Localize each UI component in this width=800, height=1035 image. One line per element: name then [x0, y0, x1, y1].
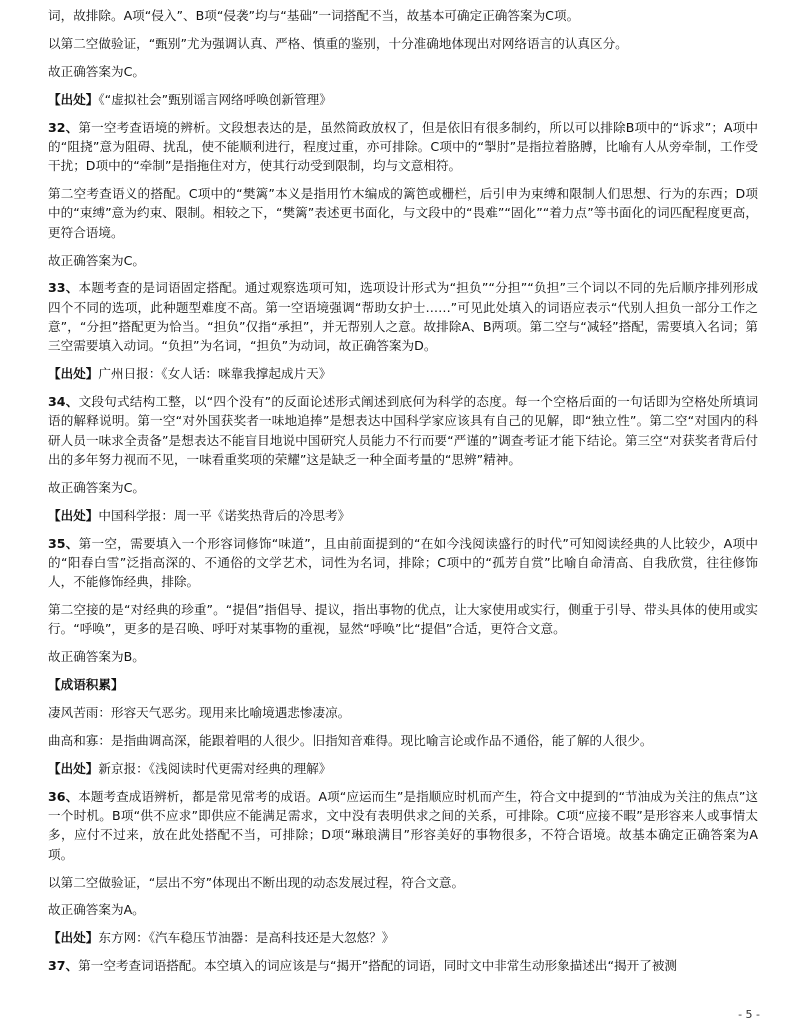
paragraph-text: 故正确答案为C。: [48, 479, 145, 495]
source-line: [48, 928, 758, 947]
paragraph-text: 故正确答案为C。: [48, 63, 145, 79]
question-35: [48, 534, 758, 592]
paragraph-text: 第二空接的是“对经典的珍重”。“提倡”指倡导、提议，指出事物的优点，让大家使用或实行，侧重于引导、带头具体的使用或实行。“呼唤”，更多的是召唤、呼吁对某事物的重视，显然“呼唤”比“提倡”合适，更符合文意。: [48, 602, 758, 637]
paragraph-text: 第二空考查语义的搭配。C项中的“樊篱”本义是指用竹木编成的篱笆或栅栏，后引申为束缚和限制人们思想、行为的东西；D项中的“束缚”意为约束、限制。相较之下，“樊篱”表述更书面化，与文段中的“畏难”“固化”“着力点”等书面化的词匹配程度更高，更符合语境。: [48, 186, 758, 240]
paragraph-text: 故正确答案为C。: [48, 252, 145, 268]
paragraph-text: 文段句式结构工整，以“四个没有”的反面论述形式阐述到底何为科学的态度。每一个空格后面的一句话即为空格处所填词语的解释说明。第一空“对外国获奖者一味地追捧”是想表达中国科学家应该具有自己的见解，即“独立性”。第二空“对国内的科研人员一味求全责备”是想表达不能盲目地说中国研究人员能力不行而要“严谨的”调查考证才能下结论。第三空“对获奖者背后付出的多年努力视而不见，一味看重奖项的荣耀”这是缺乏一种全面考量的“思辨”精神。: [48, 394, 758, 467]
question-32: [48, 118, 758, 176]
paragraph: [48, 251, 758, 270]
paragraph-text: 本题考查的是词语固定搭配。通过观察选项可知，选项设计形式为“担负”“分担”“负担”三个词以不同的先后顺序排列形成四个不同的选项，此种题型难度不高。第一空语境强调“帮助女护士……”可见此处填入的词语应表示“代别人担负一部分工作之意”，“分担”搭配更为恰当。“担负”仅指“承担”，并无帮别人之意。故排除A、B两项。第二空与“减轻”搭配，需要填入名词；第三空需要填入动词。“负担”为名词，“担负”为动词，故正确答案为D。: [48, 280, 758, 354]
question-number: 35、: [48, 535, 79, 551]
paragraph: [48, 62, 758, 81]
paragraph-text: 第一空考查词语搭配。本空填入的词应该是与“揭开”搭配的词语，同时文中非常生动形象描述出“揭开了被测: [78, 958, 678, 974]
idiom-heading-label: 【成语积累】: [48, 677, 124, 693]
paragraph-text: 以第二空做验证，“层出不穷”体现出不断出现的动态发展过程，符合文意。: [48, 874, 465, 890]
paragraph-text: 词，故排除。A项“侵入”、B项“侵袭”均与“基础”一词搭配不当，故基本可确定正确答案为C项。: [48, 8, 580, 23]
question-36: [48, 787, 758, 864]
question-number: 37、: [48, 958, 79, 974]
paragraph: [48, 478, 758, 497]
source-line: [48, 506, 758, 525]
source-text: 中国科学报：周一平《诺奖热背后的冷思考》: [98, 507, 351, 523]
paragraph: [48, 6, 758, 25]
source-label: 【出处】: [48, 930, 99, 946]
question-34: [48, 392, 758, 469]
idiom-entry: [48, 731, 758, 750]
source-line: [48, 90, 758, 109]
paragraph-text: 曲高和寡：是指曲调高深，能跟着唱的人很少。旧指知音难得。现比喻言论或作品不通俗，能了解的人很少。: [48, 733, 653, 748]
question-number: 36、: [48, 788, 79, 804]
paragraph-text: 以第二空做验证，“甄别”尤为强调认真、严格、慎重的鉴别，十分准确地体现出对网络语言的认真区分。: [48, 35, 628, 51]
paragraph-text: 本题考查成语辨析，都是常见常考的成语。A项“应运而生”是指顺应时机而产生，符合文中提到的“节油成为关注的焦点”这一个时机。B项“供不应求”即供应不能满足需求，文中没有表明供求之间的关系，可排除。C项“应接不暇”是形容来人或事情太多，应付不过来，放在此处搭配不当，可排除；D项“琳琅满目”形容美好的事物很多，不符合语境。故基本确定正确答案为A项。: [48, 788, 759, 862]
question-number: 34、: [48, 394, 79, 410]
paragraph: [48, 873, 758, 892]
paragraph-text: 第一空考查语境的辨析。文段想表达的是，虽然简政放权了，但是依旧有很多制约，所以可以排除B项中的“诉求”；A项中的“阻挠”意为阻碍、扰乱，使不能顺利进行，程度过重，亦可排除。C项中的“掣肘”是指拉着胳膊，比喻有人从旁牵制，工作受干扰；D项中的“牵制”是指拖住对方，使其行动受到限制，均与文意相符。: [48, 119, 758, 174]
idiom-entry: [48, 703, 758, 722]
paragraph: [48, 600, 758, 639]
paragraph-text: 故正确答案为B。: [48, 649, 145, 665]
paragraph: [48, 900, 758, 919]
source-label: 【出处】: [48, 760, 99, 776]
page-number: - 5 -: [738, 1008, 760, 1021]
source-label: 【出处】: [48, 91, 99, 107]
source-label: 【出处】: [48, 507, 99, 523]
source-text: 新京报：《浅阅读时代更需对经典的理解》: [98, 760, 332, 776]
question-number: 33、: [48, 280, 79, 296]
source-line: [48, 364, 758, 383]
source-text: 广州日报：《女人话：咪靠我撑起成片天》: [98, 366, 332, 382]
source-label: 【出处】: [48, 366, 99, 382]
paragraph-text: 故正确答案为A。: [48, 902, 145, 918]
idiom-heading: [48, 675, 758, 694]
paragraph: [48, 34, 758, 53]
paragraph-text: 凄风苦雨：形容天气恶劣。现用来比喻境遇悲惨凄凉。: [48, 705, 351, 721]
paragraph: [48, 647, 758, 666]
source-text: 《“虚拟社会”甄别谣言网络呼唤创新管理》: [98, 91, 332, 107]
paragraph: [48, 184, 758, 242]
document-page: [48, 6, 758, 984]
question-37: [48, 956, 758, 975]
question-number: 32、: [48, 119, 79, 135]
source-text: 东方网：《汽车稳压节油器：是高科技还是大忽悠？》: [98, 930, 395, 946]
source-line: [48, 759, 758, 778]
question-33: [48, 278, 758, 355]
paragraph-text: 第一空，需要填入一个形容词修饰“味道”，且由前面提到的“在如今浅阅读盛行的时代”可知阅读经典的人比较少，A项中的“阳春白雪”泛指高深的、不通俗的文学艺术，词性为名词，排除；C项中的“孤芳自赏”比喻自命清高、自我欣赏，往往修饰人，不能修饰经典，排除。: [48, 535, 758, 590]
